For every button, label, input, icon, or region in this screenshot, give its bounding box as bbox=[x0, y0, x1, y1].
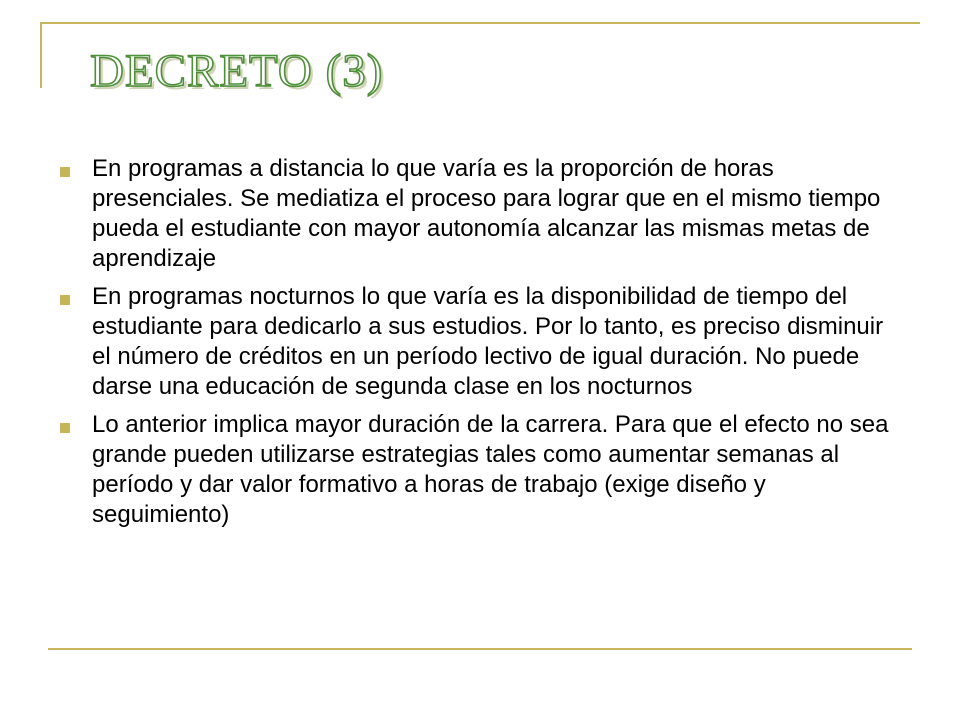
bullet-item bbox=[60, 282, 900, 402]
bullet-text: En programas nocturnos lo que varía es la disponibilidad de tiempo del estudiante para dedicarlo a sus estudios. Por lo tanto, es preciso disminuir el número de créditos en un período lectivo de igual duración. No puede darse una educación de segunda clase en los nocturnos bbox=[92, 283, 884, 400]
bullet-text: En programas a distancia lo que varía es la proporción de horas presenciales. Se mediatiza el proceso para lograr que en el mismo tiempo pueda el estudiante con mayor autonomía alcanzar las mismas metas de aprendizaje bbox=[92, 155, 881, 272]
bullet-text: Lo anterior implica mayor duración de la carrera. Para que el efecto no sea grande pueden utilizarse estrategias tales como aumentar semanas al período y dar valor formativo a horas de trabajo (exige diseño y seguimiento) bbox=[92, 411, 889, 528]
bottom-divider-line bbox=[48, 648, 912, 650]
top-divider-line bbox=[40, 22, 920, 24]
square-bullet-icon bbox=[60, 295, 70, 305]
bullet-list bbox=[60, 154, 900, 538]
slide-title: DECRETO (3) bbox=[90, 45, 384, 97]
bullet-item bbox=[60, 154, 900, 274]
left-accent-line bbox=[40, 22, 42, 88]
bullet-item bbox=[60, 410, 900, 530]
square-bullet-icon bbox=[60, 423, 70, 433]
square-bullet-icon bbox=[60, 167, 70, 177]
